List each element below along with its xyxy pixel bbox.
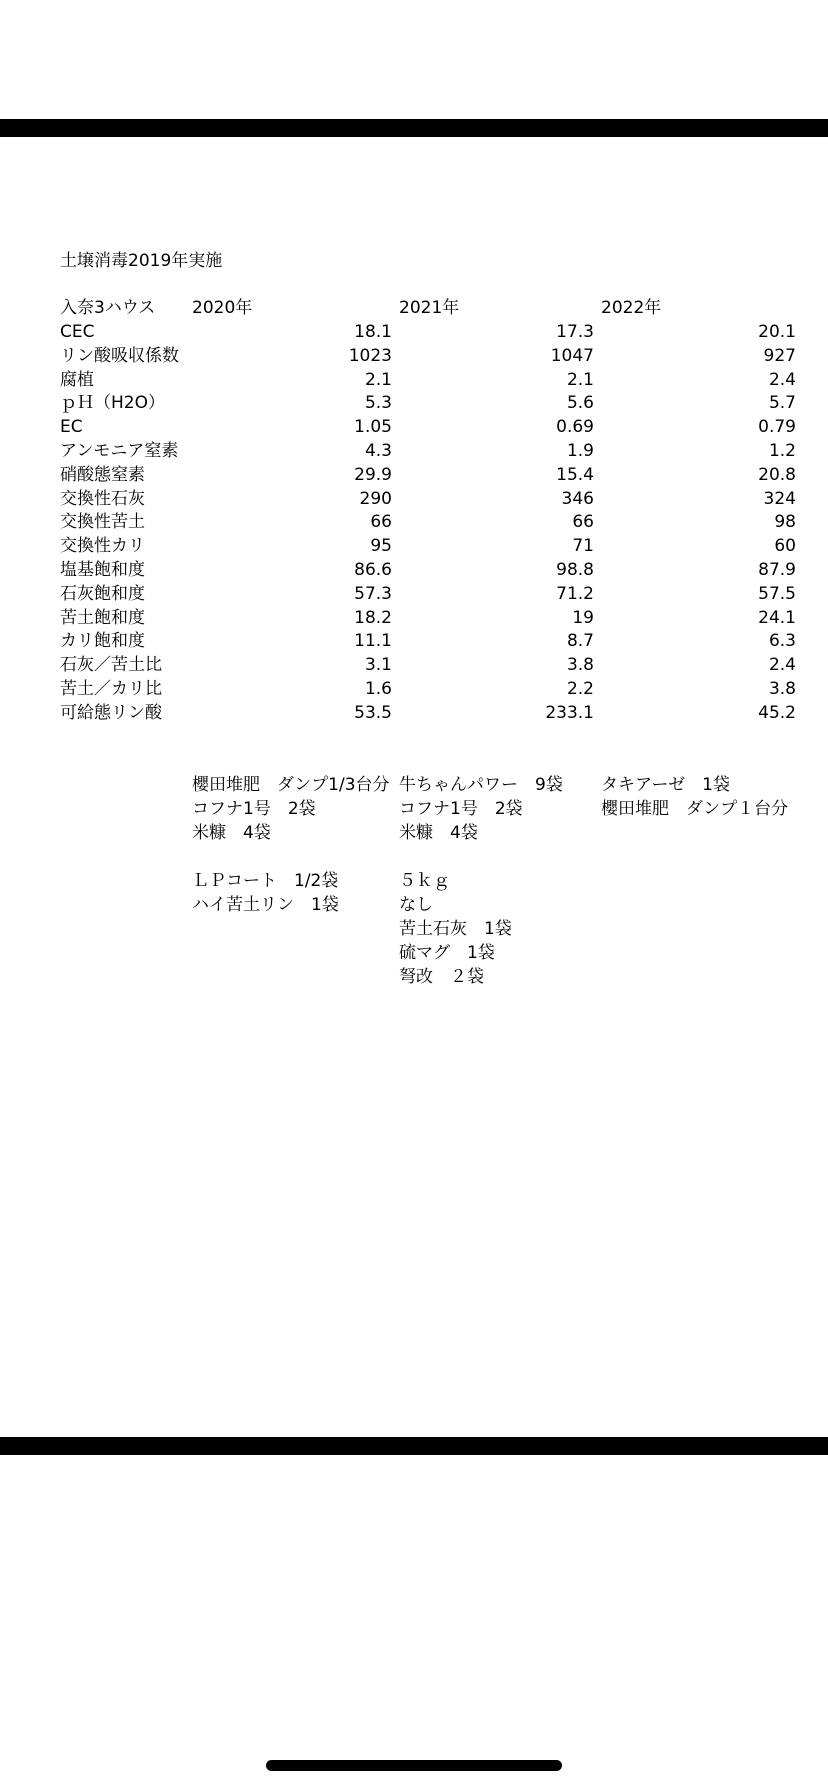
row-value-2022: 24.1 [758,608,796,628]
fertilizer-item-y2021: 硫マグ 1袋 [399,943,495,963]
row-label: 腐植 [60,370,94,390]
row-value-2021: 71 [572,536,594,556]
row-value-2020: 29.9 [354,465,392,485]
row-value-2020: 53.5 [354,703,392,723]
row-label: EC [60,417,83,437]
row-value-2020: 1.6 [364,679,392,699]
fertilizer-item-y2020: コフナ1号 2袋 [192,799,316,819]
header-year-2020: 2020年 [192,298,253,318]
row-label: ｐＨ（H2O） [60,393,165,413]
row-label: 交換性カリ [60,536,145,556]
row-value-2020: 18.1 [354,322,392,342]
row-value-2021: 17.3 [556,322,594,342]
row-label: 苦土／カリ比 [60,679,162,699]
fertilizer-item-y2021: 牛ちゃんパワー 9袋 [399,775,563,795]
row-value-2020: 3.1 [364,655,392,675]
row-value-2021: 98.8 [556,560,594,580]
row-label: 交換性苦土 [60,512,145,532]
fertilizer-item-y2021: なし [399,895,433,915]
row-value-2020: 57.3 [354,584,392,604]
row-value-2022: 927 [763,346,796,366]
fertilizer-item-y2021: 米糠 4袋 [399,823,478,843]
header-year-2021: 2021年 [399,298,460,318]
row-value-2020: 66 [370,512,392,532]
row-label: カリ飽和度 [60,631,145,651]
row-value-2020: 1.05 [354,417,392,437]
row-value-2020: 2.1 [364,370,392,390]
row-label: 可給態リン酸 [60,703,162,723]
row-label: 苦土飽和度 [60,608,145,628]
row-value-2020: 4.3 [364,441,392,461]
row-label: 硝酸態窒素 [60,465,145,485]
row-value-2022: 87.9 [758,560,796,580]
row-value-2022: 2.4 [768,370,796,390]
row-value-2022: 3.8 [768,679,796,699]
row-value-2021: 2.2 [566,679,594,699]
page-title: 土壌消毒2019年実施 [60,251,223,271]
row-value-2022: 57.5 [758,584,796,604]
fertilizer-item-y2022: 櫻田堆肥 ダンプ１台分 [601,799,789,819]
header-year-2022: 2022年 [601,298,662,318]
fertilizer-item-y2021: ５ｋｇ [399,871,450,891]
row-value-2020: 1023 [348,346,392,366]
row-value-2021: 66 [572,512,594,532]
row-value-2021: 346 [561,489,594,509]
row-value-2022: 98 [774,512,796,532]
top-black-bar [0,119,828,137]
row-label: 交換性石灰 [60,489,145,509]
row-value-2021: 8.7 [566,631,594,651]
header-house: 入奈3ハウス [60,298,156,318]
row-value-2022: 1.2 [768,441,796,461]
fertilizer-item-y2020: 櫻田堆肥 ダンプ1/3台分 [192,775,390,795]
bottom-black-bar [0,1437,828,1455]
row-value-2022: 60 [774,536,796,556]
row-value-2021: 5.6 [566,393,594,413]
row-label: CEC [60,322,95,342]
row-value-2022: 45.2 [758,703,796,723]
row-label: 石灰／苦土比 [60,655,162,675]
row-value-2021: 71.2 [556,584,594,604]
row-label: 塩基飽和度 [60,560,145,580]
row-value-2020: 11.1 [354,631,392,651]
row-value-2021: 2.1 [566,370,594,390]
row-value-2020: 95 [370,536,392,556]
row-value-2022: 2.4 [768,655,796,675]
fertilizer-item-y2020: ＬＰコート 1/2袋 [192,871,339,891]
row-label: アンモニア窒素 [60,441,179,461]
row-value-2021: 233.1 [545,703,594,723]
row-value-2022: 6.3 [768,631,796,651]
row-value-2022: 20.8 [758,465,796,485]
fertilizer-item-y2020: ハイ苦土リン 1袋 [192,895,339,915]
row-label: リン酸吸収係数 [60,346,179,366]
fertilizer-item-y2021: 苦土石灰 1袋 [399,919,512,939]
row-value-2021: 1047 [550,346,594,366]
row-value-2020: 18.2 [354,608,392,628]
row-value-2022: 324 [763,489,796,509]
fertilizer-item-y2021: 弩改 ２袋 [399,967,484,987]
row-value-2022: 5.7 [768,393,796,413]
row-value-2020: 86.6 [354,560,392,580]
row-value-2021: 1.9 [566,441,594,461]
fertilizer-item-y2020: 米糠 4袋 [192,823,271,843]
row-value-2021: 15.4 [556,465,594,485]
row-value-2022: 0.79 [758,417,796,437]
row-value-2020: 5.3 [364,393,392,413]
row-value-2021: 19 [572,608,594,628]
row-value-2022: 20.1 [758,322,796,342]
fertilizer-item-y2021: コフナ1号 2袋 [399,799,523,819]
home-indicator [266,1760,562,1771]
fertilizer-item-y2022: タキアーゼ 1袋 [601,775,730,795]
row-value-2020: 290 [359,489,392,509]
row-value-2021: 3.8 [566,655,594,675]
row-label: 石灰飽和度 [60,584,145,604]
row-value-2021: 0.69 [556,417,594,437]
